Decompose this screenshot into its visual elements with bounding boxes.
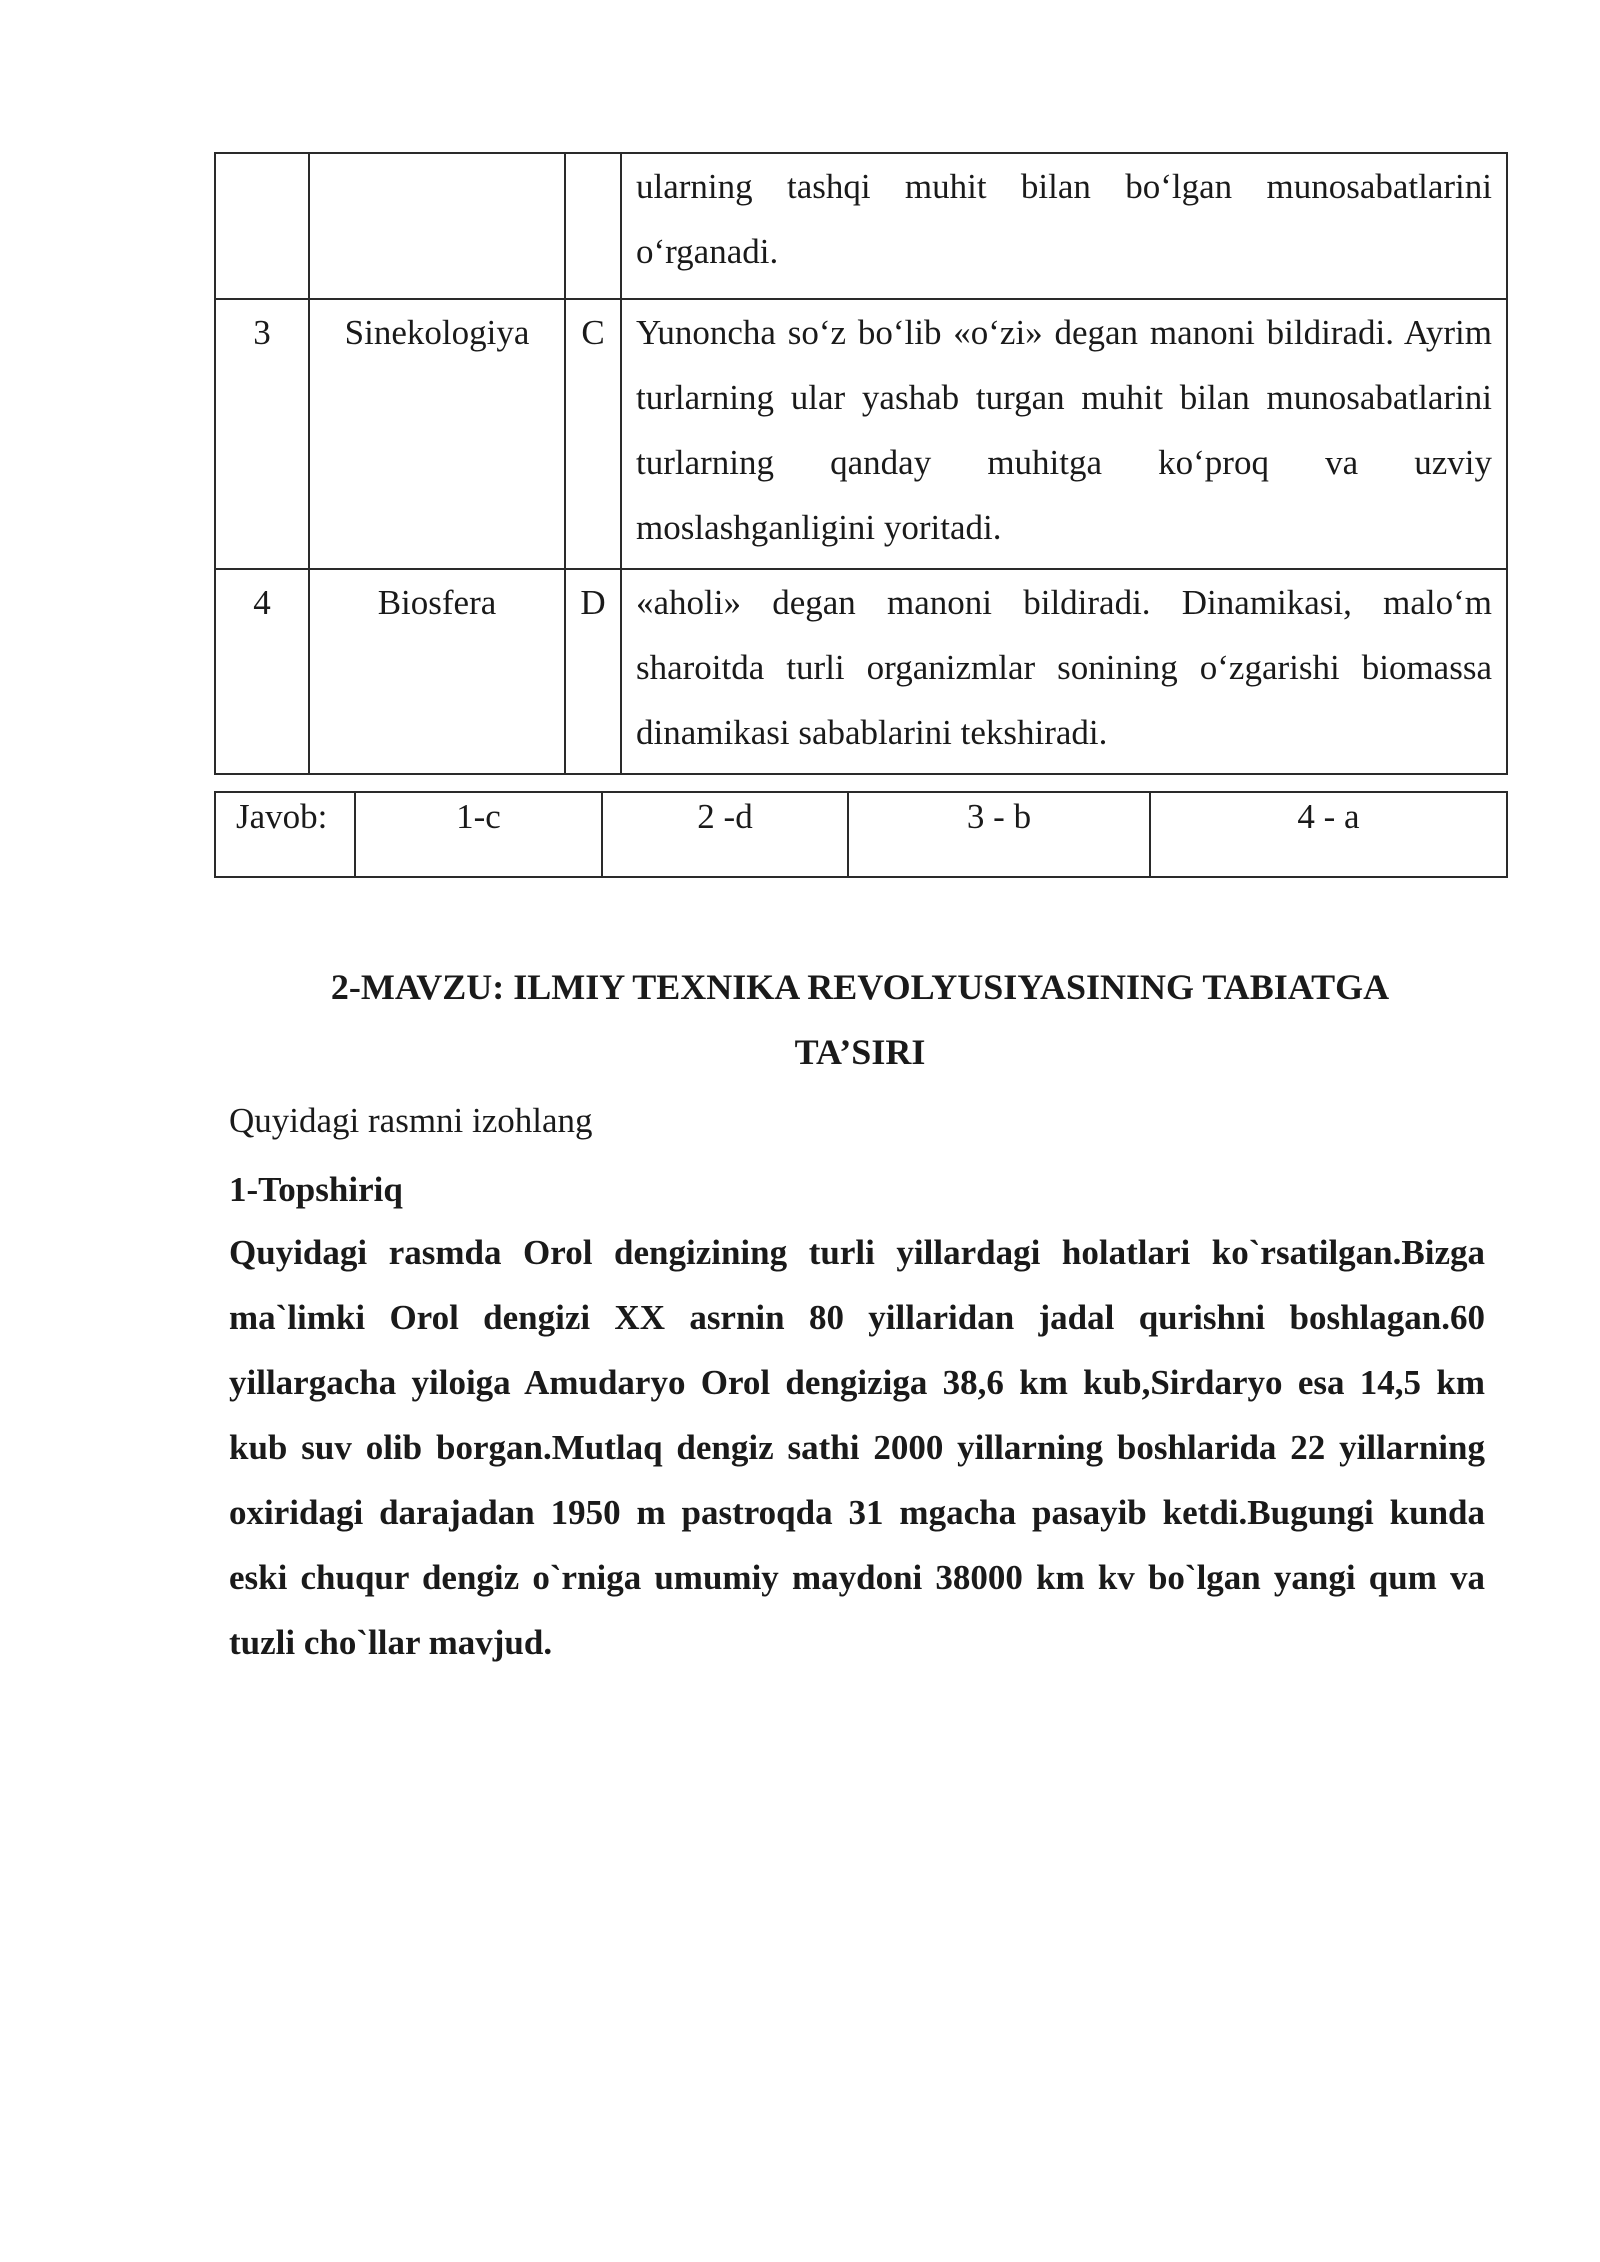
answer-row [215,792,1507,877]
answer-cell: 2 -d [602,792,848,877]
row-number: 3 [215,299,309,569]
task-title: 1-Topshiriq [229,1170,403,1209]
row-description: ularning tashqi muhit bilan bo‘lgan munosabatlarini o‘rganadi. [621,153,1507,299]
row-number: 4 [215,569,309,774]
answer-table [214,791,1508,878]
answer-cell: 3 - b [848,792,1150,877]
section-heading [214,955,1506,1085]
row-term: Biosfera [309,569,565,774]
row-term [309,153,565,299]
answer-cell: 4 - a [1150,792,1507,877]
heading-line: TA’SIRI [794,1032,926,1072]
row-letter: D [565,569,621,774]
matching-table [214,152,1508,775]
table-row [215,299,1507,569]
row-letter [565,153,621,299]
instruction-text: Quyidagi rasmni izohlang [229,1101,593,1140]
task-paragraph: Quyidagi rasmda Orol dengizining turli yillardagi holatlari ko`rsatilgan.Bizga ma`limki Orol dengizi XX asrnin 80 yillaridan jadal qurishni boshlagan.60 yillargacha yiloiga Amudaryo Orol dengiziga 38,6 km kub,Sirdaryo esa 14,5 km kub suv olib borgan.Mutlaq dengiz sathi 2000 yillarning boshlarida 22 yillarning oxiridagi darajadan 1950 m pastroqda 31 mgacha pasayib ketdi.Bugungi kunda eski chuqur dengiz o`rniga umumiy maydoni 38000 km kv bo`lgan yangi qum va tuzli cho`llar mavjud. [229,1233,1485,1662]
table-row [215,153,1507,299]
row-description: «aholi» degan manoni bildiradi. Dinamikasi, malo‘m sharoitda turli organizmlar sonining o‘zgarishi biomassa dinamikasi sabablarini tekshiradi. [621,569,1507,774]
heading-line: 2-MAVZU: ILMIY TEXNIKA REVOLYUSIYASINING TABIATGA [330,967,1390,1007]
row-term: Sinekologiya [309,299,565,569]
row-number [215,153,309,299]
answer-label: Javob: [215,792,355,877]
row-description: Yunoncha so‘z bo‘lib «o‘zi» degan manoni bildiradi. Ayrim turlarning ular yashab turgan muhit bilan munosabatlarini turlarning qanday muhitga ko‘proq va uzviy moslashganligini yoritadi. [621,299,1507,569]
answer-cell: 1-c [355,792,602,877]
table-row [215,569,1507,774]
row-letter: C [565,299,621,569]
